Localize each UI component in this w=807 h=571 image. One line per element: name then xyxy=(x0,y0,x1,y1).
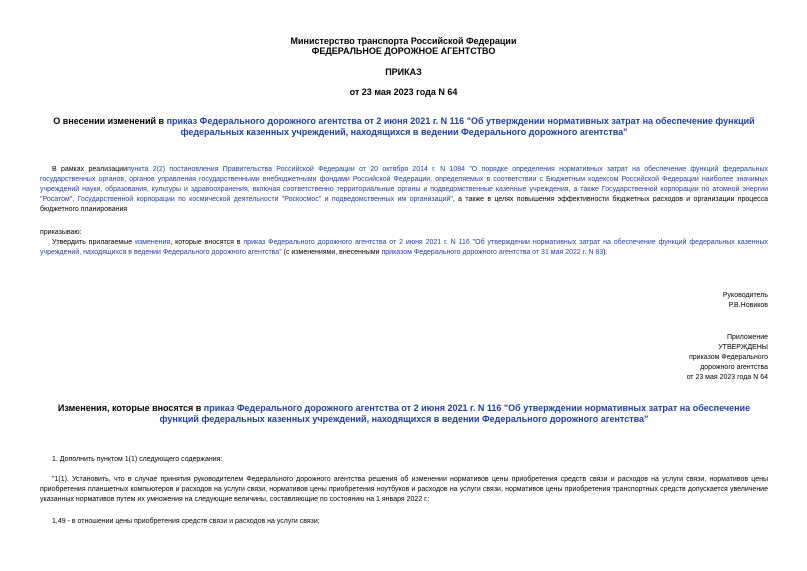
order-text-4: ). xyxy=(603,249,608,256)
order-text-2: , которые вносятся в xyxy=(170,239,244,246)
order-paragraph xyxy=(40,238,768,258)
order-word: приказываю: xyxy=(40,229,82,236)
appendix-by-order: приказом Федерального xyxy=(688,354,768,361)
title-link[interactable]: приказ Федерального дорожного агентства от 2 июня 2021 г. N 116 "Об утверждении нормативных затрат на обеспечение функций федеральных казенных учреждений, находящихся в ведении Федерального дорожного агентства" xyxy=(166,116,755,137)
title-prefix: О внесении изменений в xyxy=(53,116,167,126)
preamble-text-1: В рамках реализации xyxy=(52,166,128,173)
appendix-date: от 23 мая 2023 года N 64 xyxy=(686,374,768,381)
order-link-changes[interactable]: изменения xyxy=(135,239,171,246)
changes-title-prefix: Изменения, которые вносятся в xyxy=(57,403,204,413)
order-text-3: (с изменениями, внесенными xyxy=(281,249,382,256)
document-type: ПРИКАЗ xyxy=(385,67,422,77)
changes-quote-paragraph: "1(1). Установить, что в случае принятия руководителем Федерального дорожного агентства решения об изменении нормативов цены приобретения средств связи и расходов на услуги связи, нормативов цены приобретения планшетных компьютеров и расходов на услуги связи, нормативов цены приобретения ноутбуков и расходов на услуги связи, нормативов цены приобретения транспортных средств допускается увеличение указанных нормативов путем их умножения на следующие величины, составляющие по состоянию на 1 января 2022 г.: xyxy=(40,476,768,503)
document-date-number: от 23 мая 2023 года N 64 xyxy=(349,87,458,97)
changes-item-1: 1. Дополнить пунктом 1(1) следующего содержания: xyxy=(52,456,223,463)
appendix-label: Приложение xyxy=(726,334,768,341)
signature-position: Руководитель xyxy=(722,292,768,299)
ministry-name: Министерство транспорта Российской Федерации xyxy=(290,36,517,46)
appendix-agency: дорожного агентства xyxy=(700,364,768,371)
changes-title-link[interactable]: приказ Федерального дорожного агентства от 2 июня 2021 г. N 116 "Об утверждении нормативных затрат на обеспечение функций федеральных казенных учреждений, находящихся в ведении Федерального дорожного агентства" xyxy=(159,403,751,424)
preamble-paragraph xyxy=(40,165,768,215)
order-link-prikaz-83[interactable]: приказом Федерального дорожного агентства от 31 мая 2022 г. N 83 xyxy=(381,249,604,256)
signature-name: Р.В.Новиков xyxy=(728,302,768,309)
preamble-text-2: , а также в целях повышения эффективности бюджетных расходов и организации процесса бюджетного планирования xyxy=(40,196,768,213)
changes-title xyxy=(40,403,768,425)
agency-name: ФЕДЕРАЛЬНОЕ ДОРОЖНОЕ АГЕНТСТВО xyxy=(311,46,496,56)
changes-value-1: 1,49 - в отношении цены приобретения средств связи и расходов на услуги связи; xyxy=(52,518,320,525)
order-link-prikaz-116[interactable]: приказ Федерального дорожного агентства от 2 июня 2021 г. N 116 "Об утверждении нормативных затрат на обеспечение функций федеральных казенных учреждений, находящихся в ведении Федерального дорожного агентства" xyxy=(40,239,768,256)
document-title xyxy=(40,116,768,138)
preamble-link[interactable]: пункта 2(2) постановления Правительства Российской Федерации от 20 октября 2014 г. N 1084 "О порядке определения нормативных затрат на обеспечение функций федеральных государственных органов, органов управления государственными внебюджетными фондами Российской Федерации, определяемых в соответствии с Бюджетным кодексом Российской Федерации наиболее значимых учреждений науки, образования, культуры и здравоохранения, включая соответственно территориальные органы и подведомственные казенные учреждения, а также Государственной корпорации по атомной энергии "Росатом", Государственной корпорации по космической деятельности "Роскосмос" и подведомственных им организаций" xyxy=(40,166,769,203)
appendix-approved: УТВЕРЖДЕНЫ xyxy=(718,344,768,351)
order-text-1: Утвердить прилагаемые xyxy=(52,239,136,246)
